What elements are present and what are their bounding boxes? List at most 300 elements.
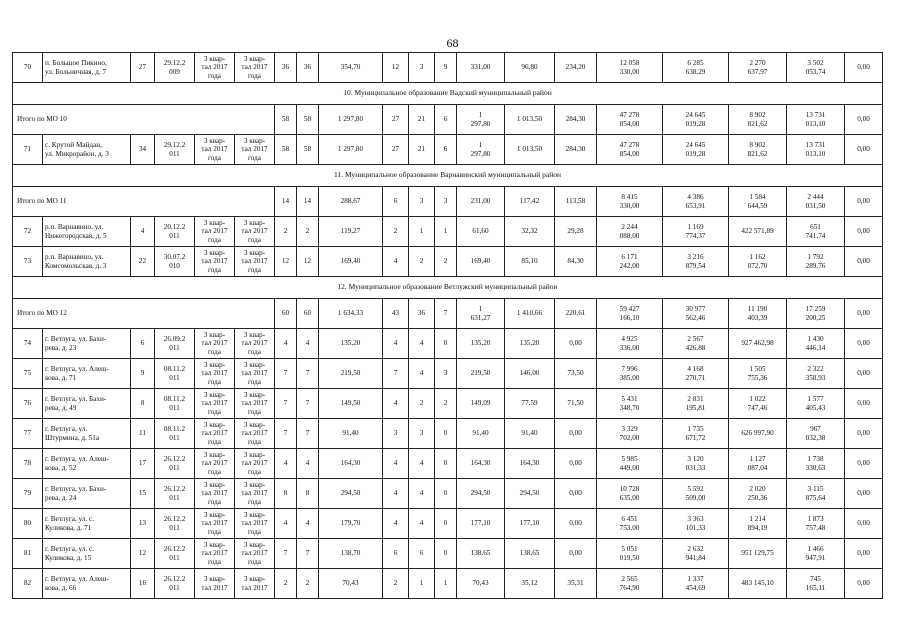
table-cell: 3 115 875,64 <box>787 479 845 509</box>
table-cell: 164,30 <box>319 449 383 479</box>
table-cell: 10 728 635,00 <box>597 479 663 509</box>
table-cell: 77,59 <box>505 389 555 419</box>
total-cell: 36 <box>409 299 435 329</box>
table-cell: 4 <box>409 449 435 479</box>
table-cell: 138,70 <box>319 539 383 569</box>
total-cell: 220,61 <box>555 299 597 329</box>
table-row <box>13 509 883 539</box>
table-cell: 0,00 <box>845 539 883 569</box>
total-cell: 3 <box>435 187 457 217</box>
table-cell: 3 квар- тал 2017 года <box>195 509 235 539</box>
table-cell: 26.12.2 011 <box>155 509 195 539</box>
table-cell: 26.09.2 011 <box>155 329 195 359</box>
table-cell: 2 <box>383 569 409 599</box>
table-cell: 0 <box>435 329 457 359</box>
table-cell: 219,50 <box>457 359 505 389</box>
address-cell: п. Большое Пикино, ул. Больничная, д. 7 <box>43 53 131 83</box>
table-cell: 951 129,75 <box>729 539 787 569</box>
table-cell: 2 831 195,81 <box>663 389 729 419</box>
table-row <box>13 449 883 479</box>
table-cell: 0,00 <box>555 509 597 539</box>
table-cell: 7 <box>275 419 297 449</box>
total-cell: 1 410,66 <box>505 299 555 329</box>
table-cell: 3 <box>435 359 457 389</box>
total-cell: 231,00 <box>457 187 505 217</box>
table-cell: 27 <box>131 53 155 83</box>
total-label: Итого по МО 11 <box>13 187 275 217</box>
table-cell: 4 <box>275 449 297 479</box>
total-cell: 1 013,50 <box>505 105 555 135</box>
table-cell: 2 567 426,88 <box>663 329 729 359</box>
table-cell: 3 <box>409 53 435 83</box>
table-cell: 91,40 <box>457 419 505 449</box>
table-cell: 91,40 <box>505 419 555 449</box>
table-cell: 4 168 270,71 <box>663 359 729 389</box>
table-cell: 4 <box>383 509 409 539</box>
table-cell: 164,30 <box>457 449 505 479</box>
section-title: 10. Муниципальное образование Вадский муниципальный район <box>13 83 883 105</box>
table-cell: 294,50 <box>505 479 555 509</box>
total-cell: 60 <box>275 299 297 329</box>
total-cell: 1 634,33 <box>319 299 383 329</box>
total-row <box>13 105 883 135</box>
total-cell: 30 977 562,46 <box>663 299 729 329</box>
total-cell: 14 <box>297 187 319 217</box>
table-cell: 4 <box>275 329 297 359</box>
table-cell: 12 058 330,00 <box>597 53 663 83</box>
table-cell: 0 <box>435 449 457 479</box>
table-cell: 36 <box>275 53 297 83</box>
table-cell: 16 <box>131 569 155 599</box>
table-cell: 7 996 385,00 <box>597 359 663 389</box>
table-cell: 3 квар- тал 2017 года <box>235 419 275 449</box>
table-cell: 284,30 <box>555 135 597 165</box>
total-cell: 113,58 <box>555 187 597 217</box>
table-cell: 3 <box>409 419 435 449</box>
table-cell: 0,00 <box>845 569 883 599</box>
total-cell: 1 584 644,59 <box>729 187 787 217</box>
table-cell: 1 735 671,72 <box>663 419 729 449</box>
table-cell: 13 <box>131 509 155 539</box>
table-cell: 3 квар- тал 2017 года <box>235 217 275 247</box>
table-cell: 1 <box>435 569 457 599</box>
table-cell: 651 741,74 <box>787 217 845 247</box>
table-cell: 2 <box>409 247 435 277</box>
table-cell: 3 216 879,54 <box>663 247 729 277</box>
total-cell: 0,00 <box>845 105 883 135</box>
total-cell: 43 <box>383 299 409 329</box>
table-cell: 2 020 250,36 <box>729 479 787 509</box>
table-cell: 12 <box>297 247 319 277</box>
table-cell: 3 363 101,33 <box>663 509 729 539</box>
total-label: Итого по МО 10 <box>13 105 275 135</box>
total-cell: 11 190 403,39 <box>729 299 787 329</box>
table-cell: 70,43 <box>457 569 505 599</box>
table-cell: 12 <box>131 539 155 569</box>
table-cell: 164,30 <box>505 449 555 479</box>
table-cell: 4 <box>383 247 409 277</box>
total-cell: 4 386 653,91 <box>663 187 729 217</box>
address-cell: р.п. Варнавино, ул. Нижегородская, д. 5 <box>43 217 131 247</box>
total-cell: 47 278 854,00 <box>597 105 663 135</box>
table-cell: 146,00 <box>505 359 555 389</box>
total-cell: 117,42 <box>505 187 555 217</box>
table-cell: 1 297,80 <box>457 135 505 165</box>
address-cell: г. Ветлуга, ул. Алеш- кова, д. 52 <box>43 449 131 479</box>
total-row <box>13 299 883 329</box>
table-cell: 2 <box>383 217 409 247</box>
table-cell: 3 329 702,00 <box>597 419 663 449</box>
address-cell: г. Ветлуга, ул. с. Куликова, д. 15 <box>43 539 131 569</box>
table-row <box>13 539 883 569</box>
table-cell: 47 278 854,00 <box>597 135 663 165</box>
table-cell: 35,31 <box>555 569 597 599</box>
table-cell: 0,00 <box>845 479 883 509</box>
table-cell: 3 120 031,33 <box>663 449 729 479</box>
table-cell: 179,70 <box>319 509 383 539</box>
total-cell: 0,00 <box>845 299 883 329</box>
address-cell: г. Ветлуга, ул. с. Куликова, д. 71 <box>43 509 131 539</box>
table-cell: 135,20 <box>457 329 505 359</box>
table-cell: 1 022 747,46 <box>729 389 787 419</box>
section-row <box>13 165 883 187</box>
total-cell: 59 427 166,10 <box>597 299 663 329</box>
table-cell: 4 <box>383 479 409 509</box>
total-cell: 284,30 <box>555 105 597 135</box>
table-cell: 13 731 013,10 <box>787 135 845 165</box>
table-cell: 8 <box>275 479 297 509</box>
total-cell: 0,00 <box>845 187 883 217</box>
table-cell: 7 <box>275 359 297 389</box>
total-cell: 58 <box>297 105 319 135</box>
table-cell: 3 квар- тал 2017 <box>195 569 235 599</box>
table-cell: 169,40 <box>319 247 383 277</box>
table-cell: 2 244 088,00 <box>597 217 663 247</box>
table-cell: 4 <box>409 329 435 359</box>
table-cell: 1 337 454,69 <box>663 569 729 599</box>
table-cell: 2 270 637,97 <box>729 53 787 83</box>
table-cell: 32,32 <box>505 217 555 247</box>
table-cell: 58 <box>297 135 319 165</box>
table-row <box>13 569 883 599</box>
section-title: 11. Муниципальное образование Варнавинский муниципальный район <box>13 165 883 187</box>
table-cell: 3 квар- тал 2017 года <box>235 135 275 165</box>
table-cell: 7 <box>297 539 319 569</box>
table-cell: 0,00 <box>555 329 597 359</box>
total-cell: 3 <box>409 187 435 217</box>
table-cell: 1 466 947,91 <box>787 539 845 569</box>
row-number: 73 <box>13 247 43 277</box>
table-cell: 6 <box>383 539 409 569</box>
total-cell: 2 444 031,50 <box>787 187 845 217</box>
table-cell: 177,10 <box>457 509 505 539</box>
table-cell: 1 297,80 <box>319 135 383 165</box>
table-row <box>13 53 883 83</box>
table-cell: 294,50 <box>319 479 383 509</box>
total-label: Итого по МО 12 <box>13 299 275 329</box>
table-cell: 5 431 348,70 <box>597 389 663 419</box>
table-cell: 35,12 <box>505 569 555 599</box>
table-cell: 9 <box>131 359 155 389</box>
table-row <box>13 419 883 449</box>
table-cell: 30.07.2 010 <box>155 247 195 277</box>
total-cell: 7 <box>435 299 457 329</box>
table-cell: 1 <box>409 217 435 247</box>
table-cell: 483 145,10 <box>729 569 787 599</box>
total-cell: 1 631,27 <box>457 299 505 329</box>
table-row <box>13 359 883 389</box>
table-cell: 0,00 <box>845 449 883 479</box>
table-cell: 3 квар- тал 2017 года <box>235 389 275 419</box>
table-cell: 7 <box>297 419 319 449</box>
table-cell: 3 квар- тал 2017 года <box>195 419 235 449</box>
address-cell: с. Крутой Майдан, ул. Микрорайон, д. 3 <box>43 135 131 165</box>
table-cell: 4 <box>409 479 435 509</box>
table-cell: 3 квар- тал 2017 года <box>235 53 275 83</box>
address-cell: р.п. Варнавино, ул. Комсомольская, д. 3 <box>43 247 131 277</box>
table-cell: 354,70 <box>319 53 383 83</box>
table-cell: 4 <box>297 509 319 539</box>
table-cell: 0,00 <box>555 539 597 569</box>
total-cell: 58 <box>275 105 297 135</box>
table-cell: 2 322 358,93 <box>787 359 845 389</box>
table-cell: 12 <box>275 247 297 277</box>
table-cell: 1 792 289,76 <box>787 247 845 277</box>
table-cell: 3 квар- тал 2017 года <box>195 53 235 83</box>
table-cell: 119,27 <box>319 217 383 247</box>
table-cell: 0 <box>435 539 457 569</box>
row-number: 75 <box>13 359 43 389</box>
table-cell: 3 квар- тал 2017 года <box>195 217 235 247</box>
table-cell: 27 <box>383 135 409 165</box>
address-cell: г. Ветлуга, ул. Алеш- кова, д. 66 <box>43 569 131 599</box>
table-cell: 36 <box>297 53 319 83</box>
table-cell: 0,00 <box>555 449 597 479</box>
table-cell: 0,00 <box>845 247 883 277</box>
table-cell: 2 <box>297 569 319 599</box>
table-cell: 3 квар- тал 2017 <box>235 569 275 599</box>
table-cell: 3 502 053,74 <box>787 53 845 83</box>
table-cell: 0,00 <box>845 217 883 247</box>
table-cell: 7 <box>275 539 297 569</box>
table-cell: 0,00 <box>845 359 883 389</box>
address-cell: г. Ветлуга, ул. Алеш- кова, д. 71 <box>43 359 131 389</box>
table-cell: 1 214 894,19 <box>729 509 787 539</box>
total-cell: 17 259 200,25 <box>787 299 845 329</box>
table-cell: 6 <box>409 539 435 569</box>
table-cell: 8 <box>131 389 155 419</box>
section-row <box>13 277 883 299</box>
total-cell: 6 <box>383 187 409 217</box>
table-row <box>13 479 883 509</box>
table-cell: 294,50 <box>457 479 505 509</box>
table-cell: 0 <box>435 419 457 449</box>
table-cell: 3 квар- тал 2017 года <box>195 479 235 509</box>
table-cell: 1 <box>409 569 435 599</box>
row-number: 81 <box>13 539 43 569</box>
table-row <box>13 217 883 247</box>
section-title: 12. Муниципальное образование Ветлужский муниципальный район <box>13 277 883 299</box>
table-cell: 22 <box>131 247 155 277</box>
total-cell: 8 902 821,62 <box>729 105 787 135</box>
table-cell: 3 квар- тал 2017 года <box>195 247 235 277</box>
address-cell: г. Ветлуга, ул. Штурмина, д. 51а <box>43 419 131 449</box>
table-cell: 0 <box>435 479 457 509</box>
table-cell: 4 <box>409 509 435 539</box>
table-cell: 34 <box>131 135 155 165</box>
row-number: 71 <box>13 135 43 165</box>
table-cell: 138,65 <box>505 539 555 569</box>
table-cell: 177,10 <box>505 509 555 539</box>
table-cell: 967 032,38 <box>787 419 845 449</box>
table-cell: 234,20 <box>555 53 597 83</box>
table-cell: 3 квар- тал 2017 года <box>195 329 235 359</box>
table-cell: 0,00 <box>555 419 597 449</box>
table-cell: 7 <box>297 389 319 419</box>
table-cell: 73,50 <box>555 359 597 389</box>
table-cell: 3 квар- тал 2017 года <box>235 509 275 539</box>
total-cell: 21 <box>409 105 435 135</box>
table-cell: 5 592 509,00 <box>663 479 729 509</box>
table-cell: 0,00 <box>845 419 883 449</box>
total-cell: 60 <box>297 299 319 329</box>
table-cell: 169,40 <box>457 247 505 277</box>
row-number: 82 <box>13 569 43 599</box>
table-cell: 422 571,89 <box>729 217 787 247</box>
table-cell: 0,00 <box>845 329 883 359</box>
table-cell: 6 <box>435 135 457 165</box>
address-cell: г. Ветлуга, ул. Бахи- рева, д. 24 <box>43 479 131 509</box>
table-cell: 12 <box>383 53 409 83</box>
table-cell: 7 <box>275 389 297 419</box>
table-cell: 4 <box>275 509 297 539</box>
table-cell: 3 квар- тал 2017 года <box>235 479 275 509</box>
table-cell: 2 632 941,84 <box>663 539 729 569</box>
table-cell: 8 902 821,62 <box>729 135 787 165</box>
table-cell: 24 645 019,28 <box>663 135 729 165</box>
table-cell: 0 <box>435 509 457 539</box>
table-cell: 1 127 087,04 <box>729 449 787 479</box>
table-cell: 1 873 757,48 <box>787 509 845 539</box>
table-cell: 4 <box>297 329 319 359</box>
table-cell: 4 <box>409 359 435 389</box>
table-cell: 96,80 <box>505 53 555 83</box>
table-cell: 0,00 <box>845 53 883 83</box>
total-cell: 14 <box>275 187 297 217</box>
table-cell: 08.11.2 011 <box>155 419 195 449</box>
table-cell: 08.11.2 011 <box>155 389 195 419</box>
table-cell: 331,00 <box>457 53 505 83</box>
table-cell: 26.12.2 011 <box>155 449 195 479</box>
table-cell: 135,20 <box>505 329 555 359</box>
table-cell: 2 565 764,90 <box>597 569 663 599</box>
housing-table <box>12 52 883 599</box>
table-cell: 26.12.2 011 <box>155 539 195 569</box>
table-cell: 3 квар- тал 2017 года <box>235 449 275 479</box>
total-cell: 27 <box>383 105 409 135</box>
table-cell: 29,28 <box>555 217 597 247</box>
table-cell: 4 <box>383 329 409 359</box>
table-cell: 2 <box>435 247 457 277</box>
row-number: 79 <box>13 479 43 509</box>
table-cell: 58 <box>275 135 297 165</box>
table-cell: 08.11.2 011 <box>155 359 195 389</box>
table-cell: 70,43 <box>319 569 383 599</box>
table-cell: 3 квар- тал 2017 года <box>195 359 235 389</box>
table-cell: 2 <box>409 389 435 419</box>
section-row <box>13 83 883 105</box>
total-cell: 288,67 <box>319 187 383 217</box>
total-cell: 1 297,80 <box>319 105 383 135</box>
table-cell: 9 <box>435 53 457 83</box>
table-cell: 3 квар- тал 2017 года <box>195 539 235 569</box>
total-cell: 8 415 330,00 <box>597 187 663 217</box>
table-cell: 84,30 <box>555 247 597 277</box>
table-cell: 21 <box>409 135 435 165</box>
total-row <box>13 187 883 217</box>
table-cell: 7 <box>297 359 319 389</box>
table-cell: 1 169 774,37 <box>663 217 729 247</box>
table-cell: 1 430 446,14 <box>787 329 845 359</box>
table-cell: 0,00 <box>845 509 883 539</box>
table-cell: 4 <box>131 217 155 247</box>
page-number: 68 <box>446 36 459 50</box>
table-cell: 3 квар- тал 2017 года <box>235 247 275 277</box>
table-cell: 71,50 <box>555 389 597 419</box>
table-cell: 91,40 <box>319 419 383 449</box>
table-cell: 3 квар- тал 2017 года <box>195 135 235 165</box>
table-cell: 4 <box>297 449 319 479</box>
row-number: 76 <box>13 389 43 419</box>
table-cell: 85,10 <box>505 247 555 277</box>
table-cell: 1 505 755,36 <box>729 359 787 389</box>
table-cell: 0,00 <box>555 479 597 509</box>
table-cell: 2 <box>297 217 319 247</box>
table-cell: 29.12.2 011 <box>155 135 195 165</box>
table-cell: 7 <box>383 359 409 389</box>
table-cell: 2 <box>435 389 457 419</box>
table-cell: 3 квар- тал 2017 года <box>195 449 235 479</box>
table-cell: 5 051 019,50 <box>597 539 663 569</box>
table-cell: 20.12.2 011 <box>155 217 195 247</box>
table-cell: 2 <box>275 217 297 247</box>
total-cell: 13 731 013,10 <box>787 105 845 135</box>
table-cell: 1 738 330,63 <box>787 449 845 479</box>
row-number: 77 <box>13 419 43 449</box>
table-cell: 219,50 <box>319 359 383 389</box>
table-cell: 745 165,11 <box>787 569 845 599</box>
table-cell: 4 925 336,00 <box>597 329 663 359</box>
table-cell: 6 285 638,29 <box>663 53 729 83</box>
table-row <box>13 389 883 419</box>
table-cell: 1 577 405,43 <box>787 389 845 419</box>
table-cell: 15 <box>131 479 155 509</box>
row-number: 78 <box>13 449 43 479</box>
table-cell: 149,09 <box>457 389 505 419</box>
table-cell: 6 171 242,00 <box>597 247 663 277</box>
table-cell: 4 <box>383 389 409 419</box>
table-cell: 0,00 <box>845 135 883 165</box>
table-cell: 1 <box>435 217 457 247</box>
row-number: 70 <box>13 53 43 83</box>
table-cell: 11 <box>131 419 155 449</box>
address-cell: г. Ветлуга, ул. Бахи- рева, д. 23 <box>43 329 131 359</box>
table-row <box>13 135 883 165</box>
total-cell: 24 645 019,28 <box>663 105 729 135</box>
table-cell: 3 квар- тал 2017 года <box>235 359 275 389</box>
table-cell: 626 997,90 <box>729 419 787 449</box>
table-cell: 149,50 <box>319 389 383 419</box>
